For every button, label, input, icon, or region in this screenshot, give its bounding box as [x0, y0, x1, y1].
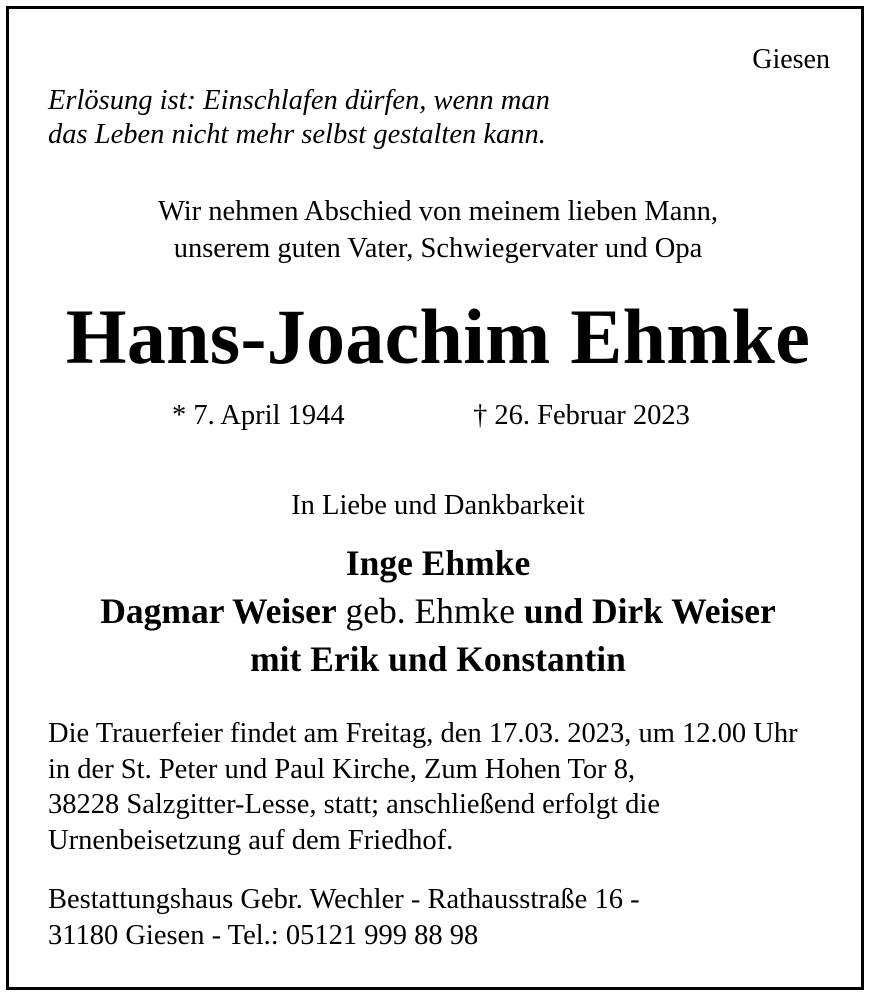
place-label: Giesen	[752, 44, 830, 75]
quote-line: das Leben nicht mehr selbst gestalten kann.	[48, 119, 546, 150]
ceremony-line: Die Trauerfeier findet am Freitag, den 17.03. 2023, um 12.00 Uhr	[48, 718, 798, 749]
deceased-name: Hans-Joachim Ehmke	[65, 293, 811, 380]
ceremony-line: 38228 Salzgitter-Lesse, statt; anschließend erfolgt die	[48, 789, 660, 820]
funeral-home-line: 31180 Giesen - Tel.: 05121 999 88 98	[48, 920, 479, 951]
quote-line: Erlösung ist: Einschlafen dürfen, wenn man	[48, 85, 550, 116]
death-date: † 26. Februar 2023	[473, 400, 690, 431]
family-name: Dagmar Weiser	[100, 591, 337, 631]
ceremony-line: in der St. Peter und Paul Kirche, Zum Hohen Tor 8,	[48, 753, 636, 785]
farewell-intro	[0, 193, 876, 267]
ceremony-line: Urnenbeisetzung auf dem Friedhof.	[48, 824, 454, 856]
thanks-line: In Liebe und Dankbarkeit	[291, 490, 585, 521]
family-line	[0, 587, 876, 635]
quote	[48, 84, 550, 152]
family-names	[0, 539, 876, 683]
birth-date: * 7. April 1944	[172, 400, 345, 431]
family-line: mit Erik und Konstantin	[250, 639, 626, 679]
funeral-home-line: Bestattungshaus Gebr. Wechler - Rathausstraße 16 -	[48, 884, 640, 915]
maiden-name-note: geb. Ehmke	[336, 591, 524, 631]
funeral-home-info	[48, 882, 640, 954]
ceremony-info	[48, 716, 798, 858]
family-name: und Dirk Weiser	[523, 591, 776, 631]
intro-line: unserem guten Vater, Schwiegervater und Opa	[173, 233, 703, 264]
intro-line: Wir nehmen Abschied von meinem lieben Mann,	[157, 196, 718, 227]
family-line: Inge Ehmke	[345, 543, 531, 583]
